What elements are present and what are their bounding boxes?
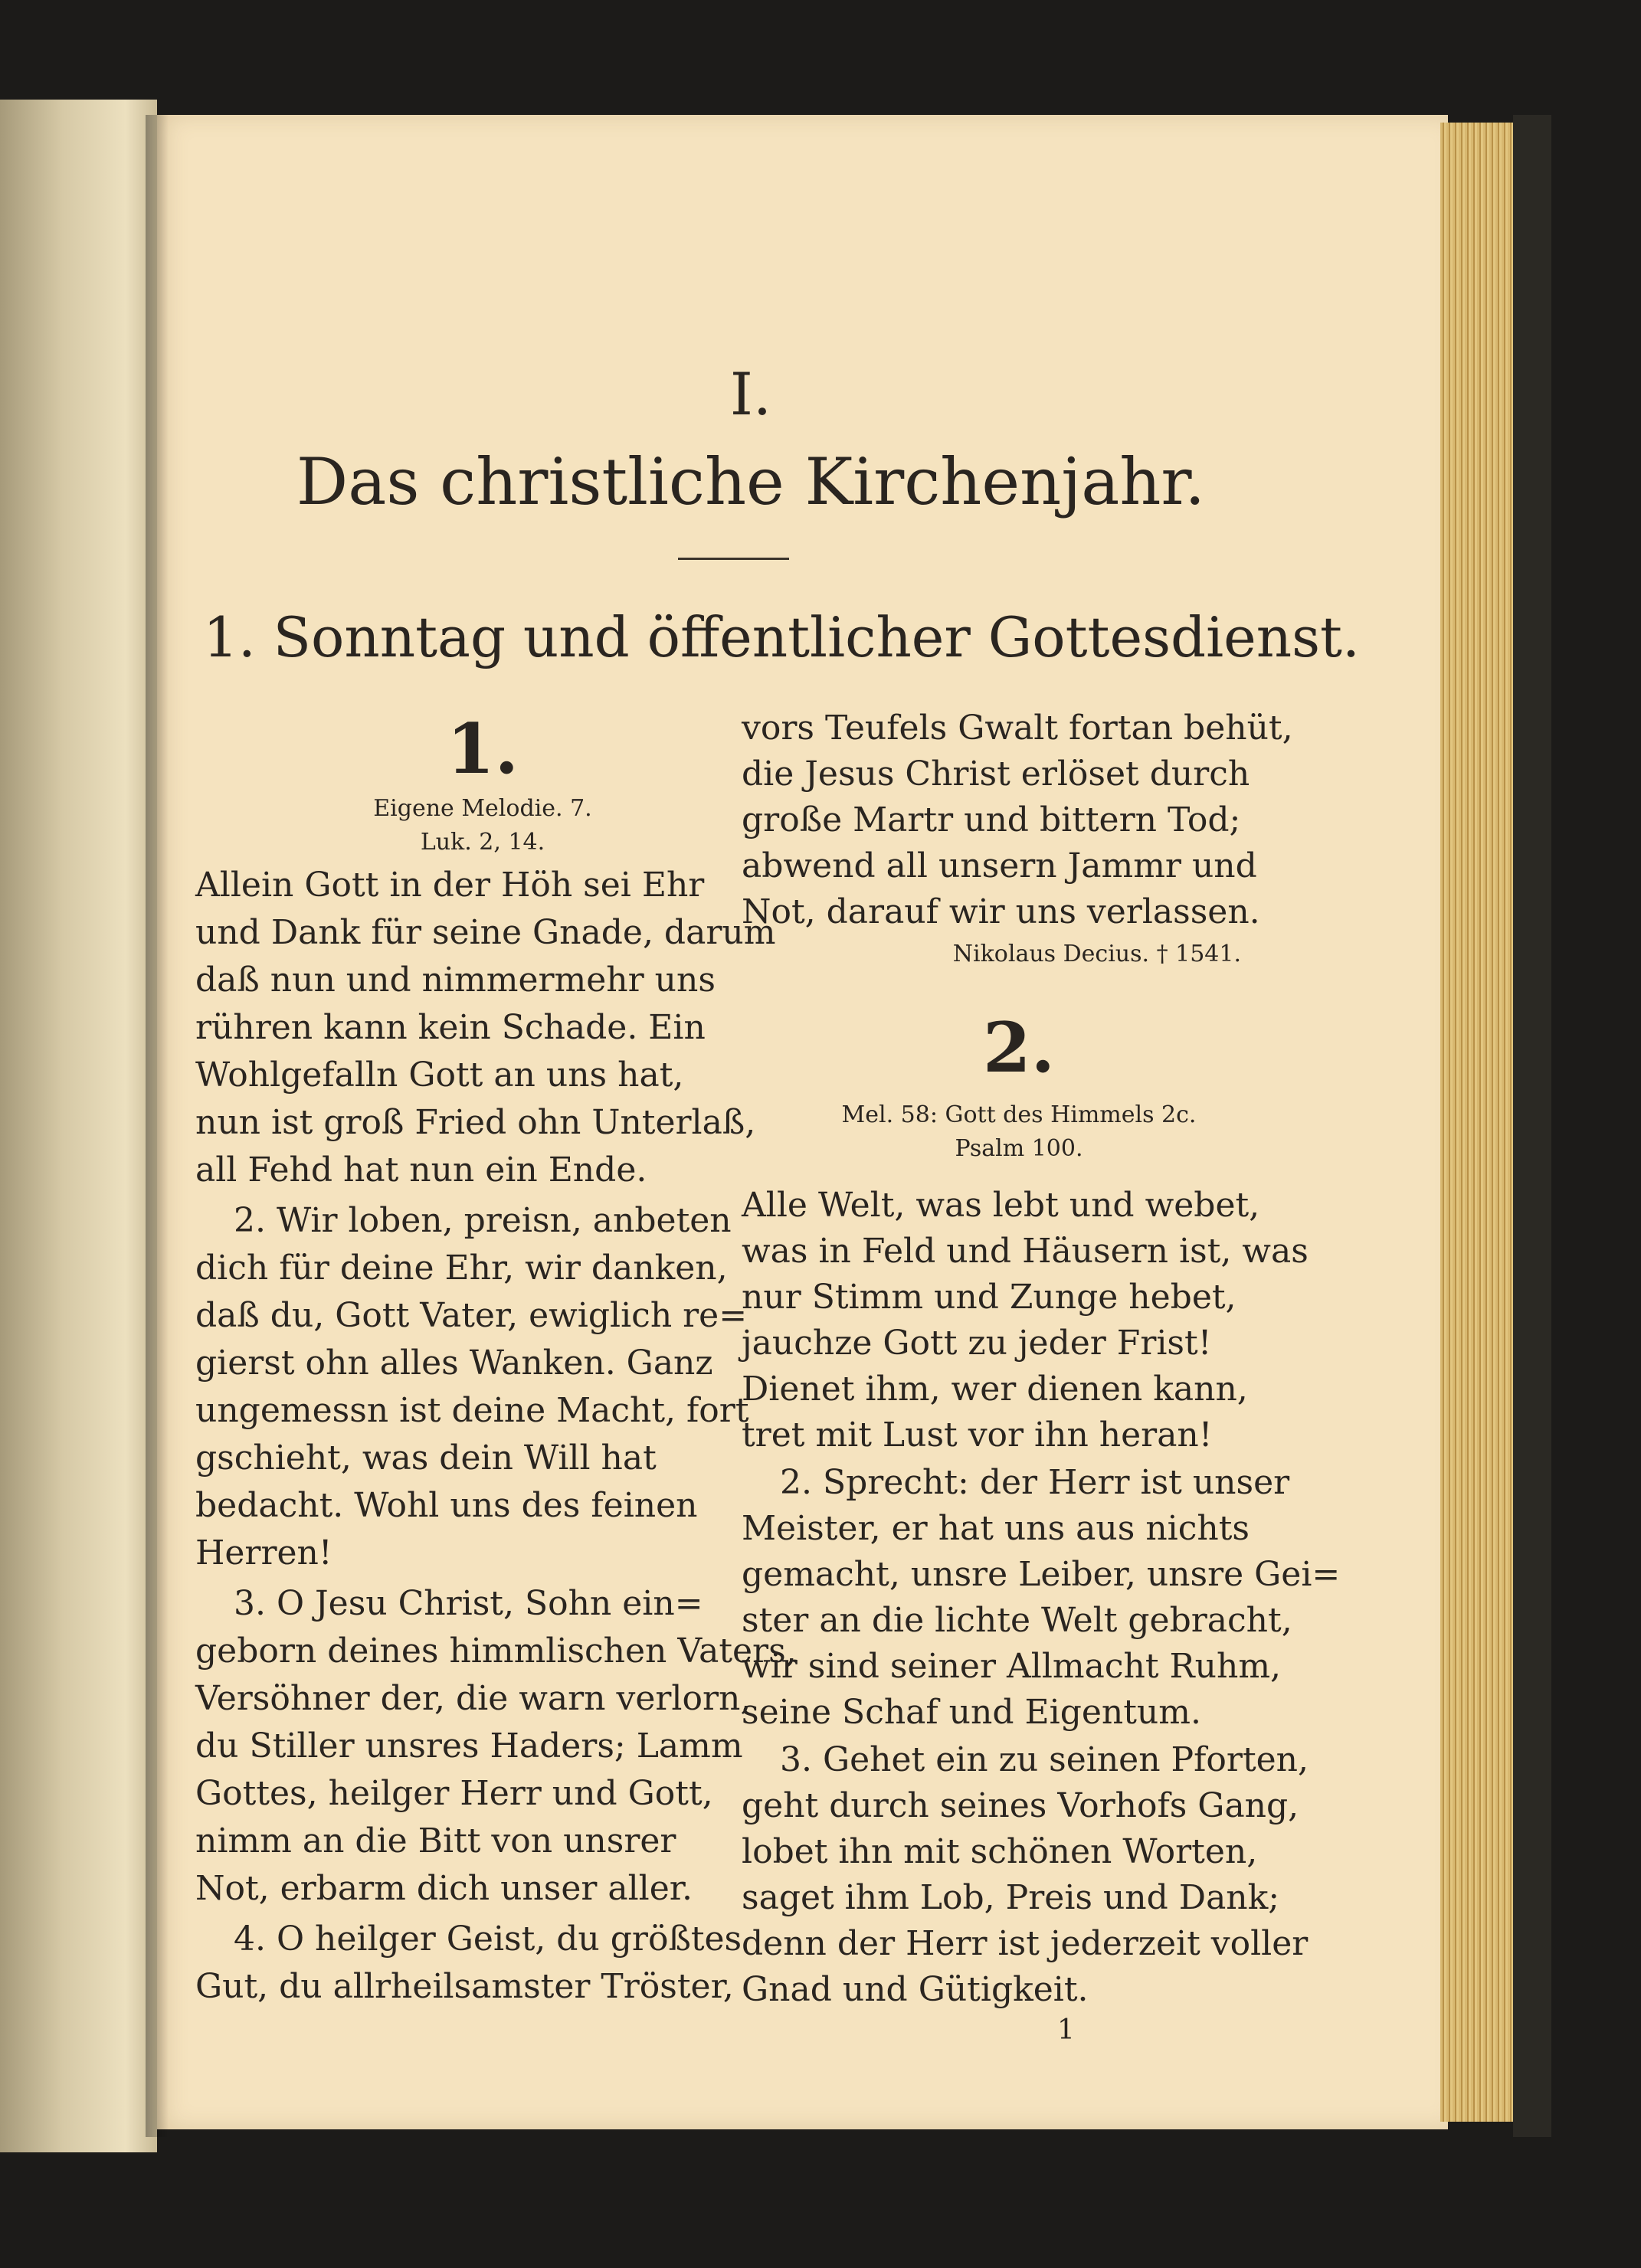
- hymn-2-melody: Mel. 58: Gott des Himmels 2c.: [841, 1101, 1197, 1128]
- hymn-1-melody: Eigene Melodie. 7.: [373, 795, 592, 822]
- text-line: und Dank für seine Gnade, darum: [195, 913, 776, 952]
- text-line: Gut, du allrheilsamster Tröster,: [195, 1967, 734, 2006]
- hymn-1-author: Nikolaus Decius. † 1541.: [952, 941, 1241, 967]
- text-line: was in Feld und Häusern ist, was: [742, 1232, 1309, 1271]
- text-line: vors Teufels Gwalt fortan behüt,: [742, 709, 1293, 748]
- text-line: geht durch seines Vorhofs Gang,: [742, 1786, 1299, 1825]
- book-cover-board: [1513, 115, 1551, 2137]
- text-line: du Stiller unsres Haders; Lamm: [195, 1726, 743, 1766]
- hymn-2-number: 2.: [983, 1007, 1055, 1088]
- part-title: Das christliche Kirchenjahr.: [296, 444, 1206, 519]
- text-line: gschieht, was dein Will hat: [195, 1438, 657, 1478]
- text-line: Gottes, heilger Herr und Gott,: [195, 1774, 713, 1813]
- text-line: 3. Gehet ein zu seinen Pforten,: [780, 1740, 1309, 1779]
- text-line: Wohlgefalln Gott an uns hat,: [195, 1055, 684, 1095]
- text-line: gemacht, unsre Leiber, unsre Gei=: [742, 1555, 1341, 1594]
- page-number: 1: [1057, 2014, 1075, 2046]
- text-line: saget ihm Lob, Preis und Dank;: [742, 1878, 1280, 1917]
- section-title: 1. Sonntag und öffentlicher Gottesdienst.: [203, 605, 1360, 669]
- text-line: große Martr und bittern Tod;: [742, 800, 1241, 839]
- text-line: gierst ohn alles Wanken. Ganz: [195, 1343, 713, 1383]
- text-line: lobet ihn mit schönen Worten,: [742, 1832, 1258, 1871]
- text-line: wir sind seiner Allmacht Ruhm,: [742, 1647, 1282, 1686]
- text-line: Versöhner der, die warn verlorn,: [195, 1679, 752, 1718]
- text-line: Not, erbarm dich unser aller.: [195, 1869, 693, 1908]
- text-line: abwend all unsern Jammr und: [742, 846, 1257, 885]
- text-line: Not, darauf wir uns verlassen.: [742, 892, 1260, 931]
- text-line: rühren kann kein Schade. Ein: [195, 1008, 706, 1047]
- text-line: nun ist groß Fried ohn Unterlaß,: [195, 1103, 756, 1142]
- text-line: denn der Herr ist jederzeit voller: [742, 1924, 1309, 1963]
- text-line: Allein Gott in der Höh sei Ehr: [195, 866, 705, 905]
- title-divider: [678, 558, 789, 560]
- text-line: nur Stimm und Zunge hebet,: [742, 1278, 1236, 1317]
- text-line: 2. Wir loben, preisn, anbeten: [234, 1201, 732, 1240]
- text-line: jauchze Gott zu jeder Frist!: [742, 1324, 1212, 1363]
- text-line: tret mit Lust vor ihn heran!: [742, 1415, 1213, 1455]
- hymn-2-reference: Psalm 100.: [955, 1135, 1083, 1162]
- text-line: Gnad und Gütigkeit.: [742, 1970, 1089, 2009]
- text-line: 2. Sprecht: der Herr ist unser: [780, 1463, 1290, 1502]
- text-line: daß du, Gott Vater, ewiglich re=: [195, 1296, 748, 1335]
- text-line: nimm an die Bitt von unsrer: [195, 1821, 676, 1861]
- text-line: 3. O Jesu Christ, Sohn ein=: [234, 1584, 703, 1623]
- text-line: Herren!: [195, 1533, 332, 1573]
- text-line: geborn deines himmlischen Vaters,: [195, 1631, 797, 1671]
- text-line: ster an die lichte Welt gebracht,: [742, 1601, 1292, 1640]
- text-line: dich für deine Ehr, wir danken,: [195, 1249, 728, 1288]
- text-line: seine Schaf und Eigentum.: [742, 1693, 1201, 1732]
- part-number: I.: [729, 360, 772, 428]
- text-line: Dienet ihm, wer dienen kann,: [742, 1370, 1248, 1409]
- text-line: die Jesus Christ erlöset durch: [742, 754, 1250, 794]
- text-line: Alle Welt, was lebt und webet,: [742, 1186, 1260, 1225]
- text-line: ungemessn ist deine Macht, fort: [195, 1391, 749, 1430]
- text-line: 4. O heilger Geist, du größtes: [234, 1919, 742, 1959]
- text-line: bedacht. Wohl uns des feinen: [195, 1486, 698, 1525]
- text-line: daß nun und nimmermehr uns: [195, 961, 716, 1000]
- text-line: all Fehd hat nun ein Ende.: [195, 1150, 647, 1190]
- hymn-1-reference: Luk. 2, 14.: [420, 829, 545, 856]
- hymn-1-number: 1.: [447, 709, 519, 790]
- text-line: Meister, er hat uns aus nichts: [742, 1509, 1250, 1548]
